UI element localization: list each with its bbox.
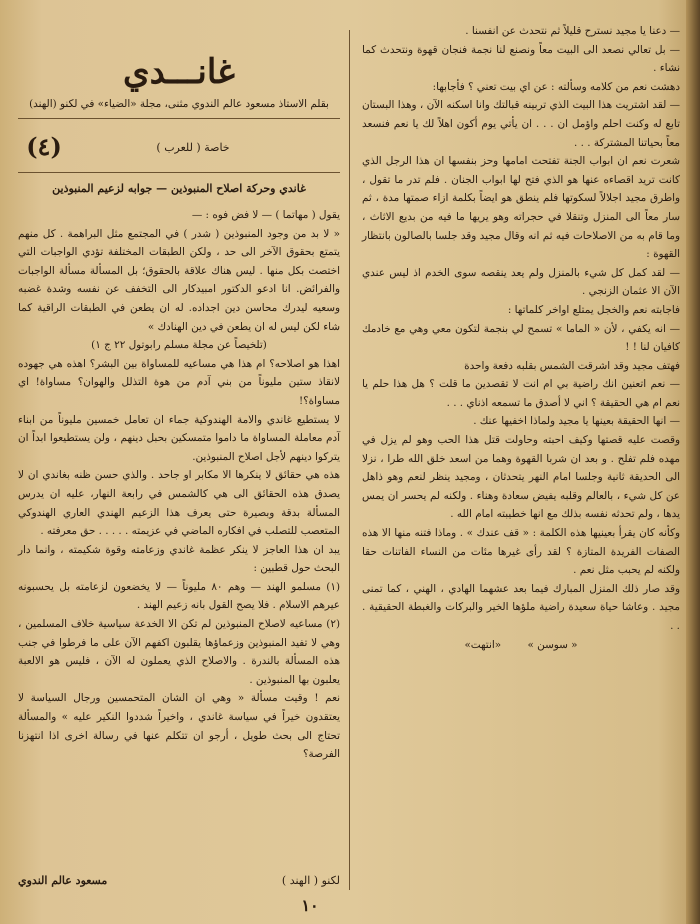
story-end-mark: «انتهت» xyxy=(464,638,502,651)
article-part-number: (٤) xyxy=(26,132,62,161)
article-paragraph: نعم ! وقيت مسألة « وهي ان الشان المتحمسين ورجال السياسة لا يعتقدون خيراً في سياسة غاندي ، واخيراً شددوا النكير عليه » والمسألة تحتاج الى بحث طويل ، أرجو ان تتكلم عنها في رسالة اخرى اذا انتهزنا الفرصة؟ xyxy=(18,692,340,761)
story-paragraph: فهتف مجيد وقد اشرقت الشمس بقلبه دفعة واحدة xyxy=(464,359,680,372)
article-signature xyxy=(18,874,340,887)
story-paragraph: دهشت نعم من كلامه وسألته : عن اي بيت تعني ؟ فأجابها: xyxy=(432,80,680,93)
story-author-and-end xyxy=(362,636,680,655)
article-paragraph: (١) مسلمو الهند — وهم ٨٠ مليوناً — لا يخضعون لزعامته بل يحسبونه عيرهم الاسلام . فلا يصح القول بانه زعيم الهند . xyxy=(18,580,340,612)
article-paragraph: (٢) مساعيه لاصلاح المنبوذين لم تكن الا الخدعة سياسية خلاف المسلمين ، وهي لا تفيد المنبوذين وزعماؤها يقلبون اكفهم الآن على ما فرطوا في جنب هذه المسألة بالندرة . والاصلاح الذي يعملون له الآن ، فليس هو الالعبة يعلبون بها المنبوذين . xyxy=(18,618,340,686)
article-paragraph: اهذا هو اصلاحه؟ ام هذا هي مساعيه للمساواة بين البشر؟ اهذه هي جهوده لانقاذ ستين مليوناً من بني آدم من هوة التذلل والهوان؟ مساواة! اي مساواة؟! xyxy=(18,357,340,407)
story-paragraph: — لقد اشتريت هذا البيت الذي تربينه قبالتك وانا اسكنه الآن ، وهذا البستان تابع له وكنت احلم واؤمل ان . . . ان يأتي يوم أكون اهلاً لك يا نعم فنسعد معاً بحياتنا المشتركة . . . xyxy=(362,99,680,149)
article-paragraph: يبد ان هذا العاجز لا ينكر عظمة غاندي وزعامته وقوة شكيمته ، وانما دار البحث حول قطبين : xyxy=(18,543,340,575)
article-citation: (تلخيصاً عن مجلة مسلم رابوتول ٢٢ ج ١) xyxy=(91,339,267,352)
story-paragraph: — انها الحقيقة بعينها يا مجيد ولماذا اخفيها عنك . xyxy=(473,415,680,428)
signature-place: لكنو ( الهند ) xyxy=(281,874,340,887)
article-paragraph: هذه هي حقائق لا ينكرها الا مكابر او جاحد . والذي حسن ظنه بغاندي ان لا يصدق هذه الحقائق الى هي كالشمس في رابعة النهار، عليه ان يدرس المسألة بدقة وبصيرة حتى يعرف هذا الزعيم الهندي العاري الهندوكي المتعصب للتصلب في افكاره الماضي في عزيمته . . . . . حق معرفته . xyxy=(18,469,340,538)
story-paragraph: وكأنه كان يقرأ بعينيها هذه الكلمة : « قف عندك » . وماذا فتنه منها الا هذه الصفات الفريدة المتازة ؟ لقد رأى غيرها مئات من النساء الفاتنات حقا ولكنه لم يحبب مثل نعم . xyxy=(362,527,680,577)
story-paragraph: شعرت نعم ان ابواب الجنة تفتحت امامها وحز بنفسها ان هذا الرجل الذي كانت تريد اقصاءه عنها هو الذي فتح لها ابواب الجنان . فلم تدر ما تقول ، واطرق مجيد اجلالاً لسكوتها فلم ينطق هو ايضاً بكلمة ازاء صمتها مدة ، ثم سار معاً الى المنزل وتنقلا في حجراته وهو يريها ما فيه من بديع الاثاث ، وما قام به من الاصلاحات فيه ثم انه وقال مجيد وقد جلسا بالصالون بانتظار القهوة : xyxy=(362,155,680,261)
article-paragraph: « لا بد من وجود المنبوذين ( شدر ) في المجتمع مثل البراهمة . كل منهم يتمتع بحقوق الآخر الى حد ، ولكن الطبقات المختلفة تؤدي الواجبات التي اختصت بكل منها . ليس هناك علاقة بالحقوق؛ بل المسألة مسألة الواجبات والفرائض. انا ادعو الدكتور امبيدكار الى التخفف عن نفسه وشدة غضبه وسعيه ليدرك محاسن دين اجداده. له ان يطعن في الطبقات الراقية كما شاء لكن ليس له ان يطعن في دين الهنادك » xyxy=(18,227,340,333)
column-divider xyxy=(349,30,350,890)
story-paragraph: — نعم اتعنين انك راضية بي ام انت لا تقصدين ما قلت ؟ هل هذا حلم يا نعم ام هي الحقيقة ؟ اني لا أصدق ما تسمعه اذناي . . . xyxy=(362,378,680,409)
header-rule xyxy=(18,118,340,119)
story-paragraph: — بل تعالي نصعد الى البيت معاً ونصنع لنا نجمة فنجان قهوة ونتحدث كما نشاء . xyxy=(362,43,680,75)
story-paragraph: وقد صار ذلك المنزل المبارك فيما بعد عشهما الهادي ، الهني ، كما تمنى مجيد . وعاشا حياة سعيدة راضية ملؤها الخير والبركات والغبطة الحقيقية . . . xyxy=(362,582,680,632)
article-paragraph: لا يستطيع غاندي والامة الهندوكية جماء ان تعامل خمسين مليوناً من ابناء آدم معاملة المساواة ما داموا متمسكين بحبل دينهم ، ولن يستطيعوا ابداً ان يتركوا دينهم لأجل اصلاح المنبوذين. xyxy=(18,413,340,463)
story-paragraph: وقصت عليه قصتها وكيف احبته وحاولت قتل هذا الحب وهو لم يزل في مهده فلم تفلح . و بعد ان شربا القهوة وهما من اسعد خلق الله طرا ، نزلا الى الحديقة ثانية وجلسا امام النهر يتحدثان ، ومجيد ينظر لنعم وهو ذاهل عن كل شيء ، بالعالم وقلبه يفيض سعادة وهناء . ولكنه لم يحسر ان يمس يدها ، ولم تحدثه نفسه بذلك مع انها خطيبته امام الله . xyxy=(362,434,680,521)
story-author: « سوسن » xyxy=(527,638,578,651)
story-paragraph: — انه يكفي ، لأن « الماما » تسمح لي بنجمة لتكون معي وهي مع خادمك كافيان لنا ! ! xyxy=(362,322,680,354)
article-byline: بقلم الاستاذ مسعود عالم الندوي مثنى، مجلة «الضياء» في لكنو (الهند) xyxy=(29,98,329,110)
article-paragraph: يقول ( مهاتما ) — لا فض فوه : — xyxy=(191,209,340,221)
story-paragraph: — لقد كمل كل شيء بالمنزل ولم يعد ينقصه سوى الخدم اذ ليس عندي الآن الا عثمان الزنجي . xyxy=(362,266,680,298)
book-spine xyxy=(686,0,700,924)
signature-name: مسعود عالم الندوي xyxy=(18,874,108,887)
article-subtitle: غاندي وحركة اصلاح المنبوذين — جوابه لزعيم المنبوذين xyxy=(52,182,306,195)
page-number: ١٠ xyxy=(301,896,319,915)
story-paragraph: — دعنا يا مجيد نسترح قليلاً ثم نتحدث عن انفسنا . xyxy=(465,25,680,37)
article-special-note: خاصة ( للعرب ) xyxy=(156,141,230,154)
story-paragraph: فاجابته نعم والخجل يمتلع اواخر كلماتها : xyxy=(507,303,680,316)
story-column xyxy=(362,22,680,654)
article-body xyxy=(18,206,340,764)
article-title: غانـــدي xyxy=(123,52,235,92)
header-rule-bottom xyxy=(18,172,340,173)
